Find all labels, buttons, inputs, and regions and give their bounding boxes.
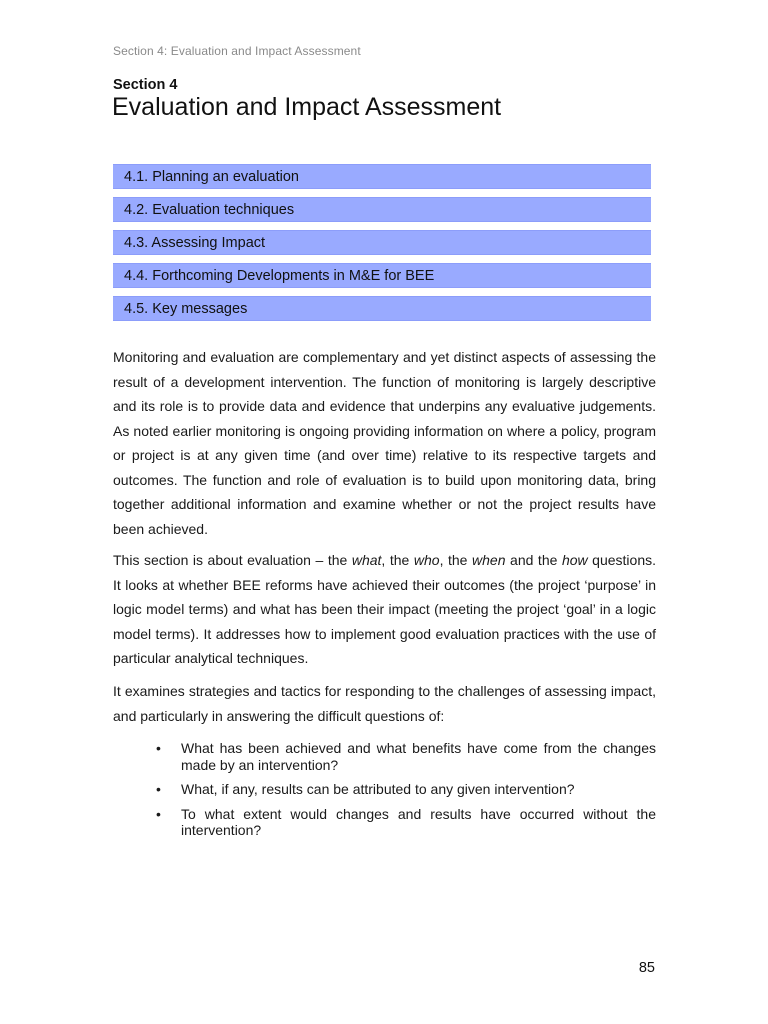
- section-contents-list: [113, 164, 651, 329]
- bullet-icon: •: [156, 805, 161, 822]
- paragraph-text: , the: [381, 552, 414, 568]
- list-item: [156, 740, 656, 773]
- paragraph-text: questions. It looks at whether BEE reforms have achieved their outcomes (the project ‘purpose’ in logic model terms) and what has been their impact (meeting the project ‘goal’ in a logic model terms). It addresses how to implement good evaluation practices with the use of particular analytical techniques.: [113, 552, 656, 666]
- bullet-icon: •: [156, 781, 161, 797]
- list-item-text: What, if any, results can be attributed to any given intervention?: [181, 781, 575, 797]
- list-item: [156, 806, 656, 839]
- section-label: Section 4: [113, 77, 178, 93]
- emphasis-when: when: [472, 552, 506, 568]
- paragraph-text: This section is about evaluation – the: [113, 552, 352, 568]
- emphasis-who: who: [413, 552, 440, 568]
- paragraph-text: , the: [439, 552, 473, 568]
- section-title: Evaluation and Impact Assessment: [112, 93, 502, 121]
- toc-item-evaluation-techniques[interactable]: 4.2. Evaluation techniques: [113, 197, 651, 222]
- page-number: 85: [638, 960, 655, 976]
- emphasis-what: what: [351, 552, 382, 568]
- list-item: [156, 781, 656, 798]
- paragraph-text: and the: [505, 552, 562, 568]
- toc-item-forthcoming-developments[interactable]: 4.4. Forthcoming Developments in M&E for BEE: [113, 263, 651, 288]
- list-item-text: What has been achieved and what benefits have come from the changes made by an intervention?: [181, 740, 656, 773]
- list-item-text: To what extent would changes and results have occurred without the intervention?: [181, 805, 656, 838]
- toc-item-assessing-impact[interactable]: 4.3. Assessing Impact: [113, 230, 651, 255]
- bullet-icon: •: [156, 740, 161, 756]
- toc-item-planning-evaluation[interactable]: 4.1. Planning an evaluation: [113, 164, 651, 189]
- questions-bullet-list: [156, 740, 656, 847]
- paragraph-strategies: It examines strategies and tactics for responding to the challenges of assessing impact, and particularly in answering the difficult questions of:: [113, 683, 656, 724]
- emphasis-how: how: [561, 552, 588, 568]
- paragraph-section-scope: [113, 548, 656, 671]
- running-header: Section 4: Evaluation and Impact Assessment: [113, 44, 361, 58]
- paragraph-monitoring-evaluation: Monitoring and evaluation are complementary and yet distinct aspects of assessing the result of a development intervention. The function of monitoring is largely descriptive and its role is to provide data and evidence that underpins any evaluative judgements. As noted earlier monitoring is ongoing providing information on where a policy, program or project is at any given time (and over time) relative to its respective targets and outcomes. The function and role of evaluation is to build upon monitoring data, bring together additional information and examine whether or not the project results have been achieved.: [113, 349, 656, 537]
- toc-item-key-messages[interactable]: 4.5. Key messages: [113, 296, 651, 321]
